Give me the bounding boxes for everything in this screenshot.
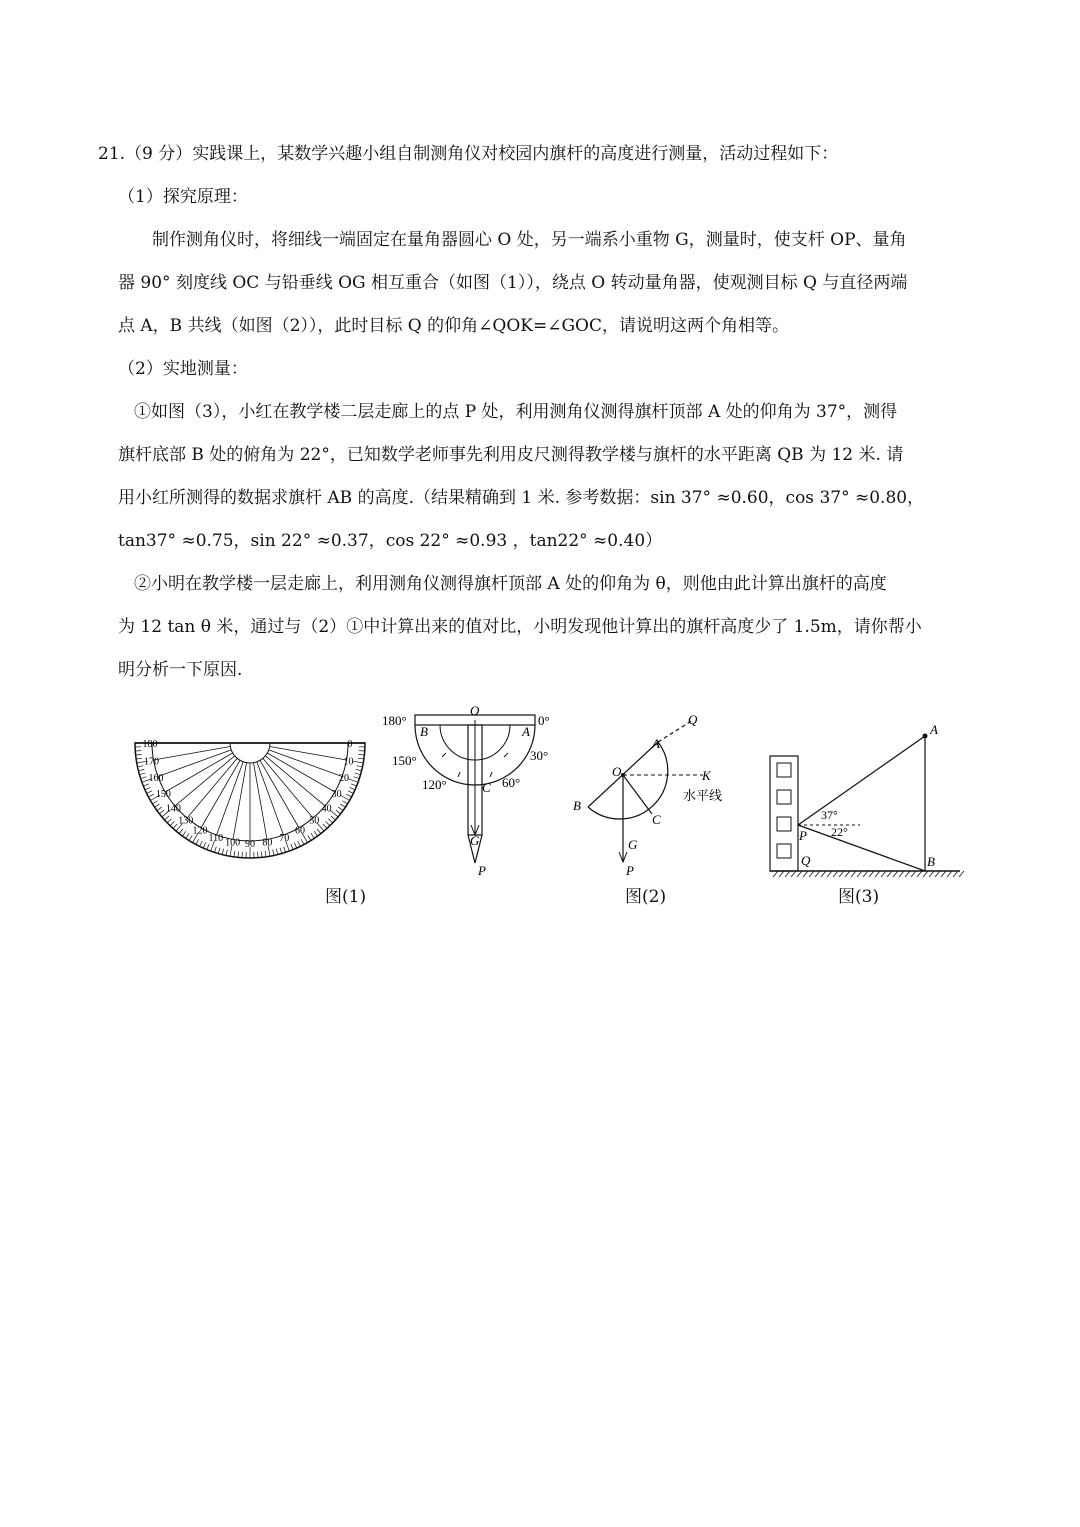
task2-line-1: ②小明在教学楼一层走廊上，利用测角仪测得旗杆顶部 A 处的仰角为 θ，则他由此计算出旗杆的高度 <box>134 574 887 594</box>
protractor-tick <box>352 761 363 763</box>
protractor-tick <box>207 844 209 850</box>
hatch-line <box>827 871 832 877</box>
hatch-line <box>899 871 904 877</box>
protractor-scale-label: 40 <box>321 803 332 815</box>
protractor-tick <box>200 841 203 846</box>
protractor-tick <box>138 766 144 767</box>
question-header: 21.（9 分）实践课上，某数学兴趣小组自制测角仪对校园内旗杆的高度进行测量，活动过程如下： <box>98 144 839 164</box>
protractor-tick <box>203 843 205 848</box>
label-O: O <box>470 705 480 718</box>
protractor-tick <box>350 787 355 789</box>
line-OC <box>623 775 652 814</box>
protractor-tick <box>348 779 358 783</box>
label-180deg: 180° <box>382 713 407 728</box>
protractor-scale-label: 10 <box>343 756 354 768</box>
label-O: O <box>612 764 622 779</box>
protractor-ray <box>257 762 284 835</box>
hatch-line <box>869 871 874 877</box>
hatch-line <box>773 871 778 877</box>
hatch-line <box>959 871 964 877</box>
window-4 <box>777 844 791 858</box>
protractor-tick <box>173 824 177 828</box>
hatch-line <box>935 871 940 877</box>
semicircle-arc <box>588 742 668 819</box>
protractor-tick <box>218 848 220 854</box>
protractor-tick <box>138 769 144 770</box>
label-A: A <box>652 736 660 751</box>
protractor-tick <box>148 794 153 797</box>
protractor-tick <box>342 801 347 804</box>
task1-line-1: ①如图（3），小红在教学楼二层走廊上的点 P 处，利用测角仪测得旗杆顶部 A 处的仰角为 37°，测得 <box>134 402 898 422</box>
window-1 <box>777 763 791 777</box>
caption-fig1: 图(1) <box>325 887 367 907</box>
protractor-tick <box>170 821 174 825</box>
protractor-tick <box>145 787 150 789</box>
line-PB <box>798 825 925 871</box>
protractor-scale-label: 50 <box>309 815 320 827</box>
protractor-scale-label: 180 <box>142 739 158 750</box>
hatch-line <box>815 871 820 877</box>
protractor-tick <box>186 833 189 838</box>
hatch-line <box>845 871 850 877</box>
protractor-tick <box>348 791 353 794</box>
hatch-line <box>797 871 802 877</box>
protractor-tick <box>222 849 223 855</box>
protractor-tick <box>346 794 351 797</box>
protractor-tick <box>159 810 164 814</box>
label-P: P <box>478 863 486 878</box>
protractor-tick <box>167 819 171 823</box>
protractor-tick <box>238 851 239 857</box>
protractor-ray <box>253 763 267 840</box>
protractor-scale-label: 150 <box>155 789 171 800</box>
hatch-line <box>923 871 928 877</box>
task1-line-3: 用小红所测得的数据求旗杆 AB 的高度.（结果精确到 1 米. 参考数据：sin 37° ≈0.60，cos 37° ≈0.80， <box>118 488 925 508</box>
protractor-ray <box>216 762 243 835</box>
protractor-scale-label: 160 <box>148 773 164 785</box>
protractor-ray <box>270 746 347 760</box>
hatch-line <box>929 871 934 877</box>
protractor-tick <box>317 829 321 834</box>
protractor-tick <box>196 839 199 844</box>
protractor-tick <box>136 758 142 759</box>
label-B: B <box>927 854 935 869</box>
hatch-line <box>851 871 856 877</box>
hatch-line <box>953 871 958 877</box>
hatch-line <box>857 871 862 877</box>
section-1-heading: （1）探究原理： <box>118 187 248 207</box>
protractor-scale-label: 110 <box>208 832 224 844</box>
protractor-tick <box>331 816 335 820</box>
protractor-tick <box>273 850 274 856</box>
protractor-scale-label: 0 <box>347 739 353 750</box>
label-G: G <box>628 837 638 852</box>
protractor-tick <box>314 831 318 836</box>
label-Q: Q <box>801 853 811 868</box>
protractor-tick <box>226 850 227 856</box>
building <box>770 756 798 871</box>
task1-line-2: 旗杆底部 B 处的俯角为 22°，已知数学老师事先利用皮尺测得教学楼与旗杆的水平距离 QB 为 12 米. 请 <box>118 445 904 465</box>
principle-line-3: 点 A，B 共线（如图（2）），此时目标 Q 的仰角∠QOK=∠GOC，请说明这两个角相等。 <box>118 316 789 336</box>
protractor-tick <box>338 807 343 811</box>
window-2 <box>777 790 791 804</box>
line-PA <box>798 736 925 825</box>
protractor-scale-label: 60 <box>295 825 305 837</box>
protractor-tick <box>358 758 364 759</box>
protractor-tick <box>340 804 345 807</box>
label-C: C <box>482 780 491 795</box>
label-60deg: 60° <box>502 775 521 790</box>
caption-fig2: 图(2) <box>625 887 667 907</box>
label-P: P <box>626 863 634 878</box>
protractor-ray <box>233 763 247 840</box>
label-Q: Q <box>688 712 698 727</box>
protractor-tick <box>179 829 183 834</box>
hatch-line <box>833 871 838 877</box>
protractor-scale-label: 170 <box>144 756 160 768</box>
protractor-scale-label: 130 <box>178 815 194 827</box>
protractor-tick <box>354 777 360 779</box>
protractor-scale-label: 70 <box>279 832 290 844</box>
hatch-line <box>791 871 796 877</box>
hatch-line <box>905 871 910 877</box>
caption-fig3: 图(3) <box>838 887 880 907</box>
principle-line-1: 制作测角仪时，将细线一端固定在量角器圆心 O 处，另一端系小重物 G，测量时，使支杆 OP、量角 <box>152 230 907 250</box>
label-angle37: 37° <box>821 808 838 822</box>
label-A: A <box>522 724 530 739</box>
hatch-line <box>911 871 916 877</box>
protractor-tick <box>308 835 311 840</box>
figure-1-protractor <box>130 735 370 865</box>
task2-line-2: 为 12 tan θ 米，通过与（2）①中计算出来的值对比，小明发现他计算出的旗杆高度少了 1.5m，请你帮小 <box>118 617 922 637</box>
protractor-tick <box>301 839 304 844</box>
hatch-line <box>779 871 784 877</box>
protractor-scale-label: 100 <box>225 837 241 849</box>
label-C: C <box>652 812 661 827</box>
protractor-scale-label: 30 <box>331 789 342 800</box>
label-angle22: 22° <box>831 825 848 839</box>
protractor-tick <box>326 821 330 825</box>
label-0deg: 0° <box>538 713 550 728</box>
protractor-tick <box>139 773 145 775</box>
hatch-line <box>881 871 886 877</box>
label-K: K <box>702 768 711 783</box>
protractor-ray <box>269 750 342 777</box>
hatch-line <box>803 871 808 877</box>
protractor-tick <box>276 849 277 855</box>
hatch-line <box>893 871 898 877</box>
task1-line-4: tan37° ≈0.75，sin 22° ≈0.37，cos 22° ≈0.93 ，tan22° ≈0.40） <box>118 531 663 551</box>
hatch-line <box>941 871 946 877</box>
protractor-tick <box>298 841 301 846</box>
protractor-tick <box>280 848 282 854</box>
label-horizontal: 水平线 <box>683 788 723 803</box>
protractor-ray <box>153 746 230 760</box>
protractor-scale-label: 140 <box>165 803 181 815</box>
protractor-tick <box>294 843 296 848</box>
protractor-tick <box>311 833 314 838</box>
protractor-tick <box>357 766 363 767</box>
label-B: B <box>573 798 581 813</box>
ground-hatch <box>773 871 964 877</box>
protractor-tick <box>284 847 286 853</box>
protractor-tick <box>155 804 160 807</box>
figure-2 <box>568 712 748 882</box>
protractor-scale-label: 80 <box>262 837 273 849</box>
label-A: A <box>930 722 938 737</box>
protractor-tick <box>157 807 162 811</box>
hatch-line <box>785 871 790 877</box>
window-3 <box>777 817 791 831</box>
protractor-scale-label: 120 <box>192 825 208 837</box>
hatch-line <box>839 871 844 877</box>
protractor-tick <box>136 754 142 755</box>
hatch-line <box>809 871 814 877</box>
principle-line-2: 器 90° 刻度线 OC 与铅垂线 OG 相互重合（如图（1）），绕点 O 转动量角器，使观测目标 Q 与直径两端 <box>118 273 908 293</box>
protractor-tick <box>141 777 147 779</box>
protractor-tick <box>182 831 186 836</box>
label-P: P <box>799 828 807 843</box>
section-2-heading: （2）实地测量： <box>118 359 248 379</box>
protractor-tick <box>323 824 327 828</box>
protractor-tick <box>328 819 332 823</box>
figure-3 <box>765 718 965 883</box>
protractor-tick <box>336 810 341 814</box>
protractor-tick <box>265 851 266 857</box>
protractor-tick <box>214 847 216 853</box>
protractor-tick <box>165 816 169 820</box>
protractor-tick <box>351 784 357 786</box>
protractor-ray <box>158 750 231 777</box>
protractor-tick <box>358 754 364 755</box>
hatch-line <box>887 871 892 877</box>
protractor-tick <box>356 769 362 770</box>
hatch-line <box>863 871 868 877</box>
label-120deg: 120° <box>422 777 447 792</box>
task2-line-3: 明分析一下原因. <box>118 660 243 680</box>
label-B: B <box>420 724 428 739</box>
label-30deg: 30° <box>530 748 549 763</box>
hatch-line <box>917 871 922 877</box>
protractor-tick <box>234 851 235 857</box>
hatch-line <box>821 871 826 877</box>
hatch-line <box>947 871 952 877</box>
protractor-tick <box>291 844 293 850</box>
protractor-scale-label: 20 <box>338 773 349 785</box>
figure-1-clinometer <box>380 705 560 880</box>
protractor-tick <box>147 791 152 794</box>
protractor-tick <box>152 801 157 804</box>
label-G: G <box>470 833 480 848</box>
protractor-tick <box>261 851 262 857</box>
protractor-scale-label: 90 <box>245 839 255 850</box>
protractor-tick <box>355 773 361 775</box>
label-150deg: 150° <box>392 753 417 768</box>
hatch-line <box>875 871 880 877</box>
